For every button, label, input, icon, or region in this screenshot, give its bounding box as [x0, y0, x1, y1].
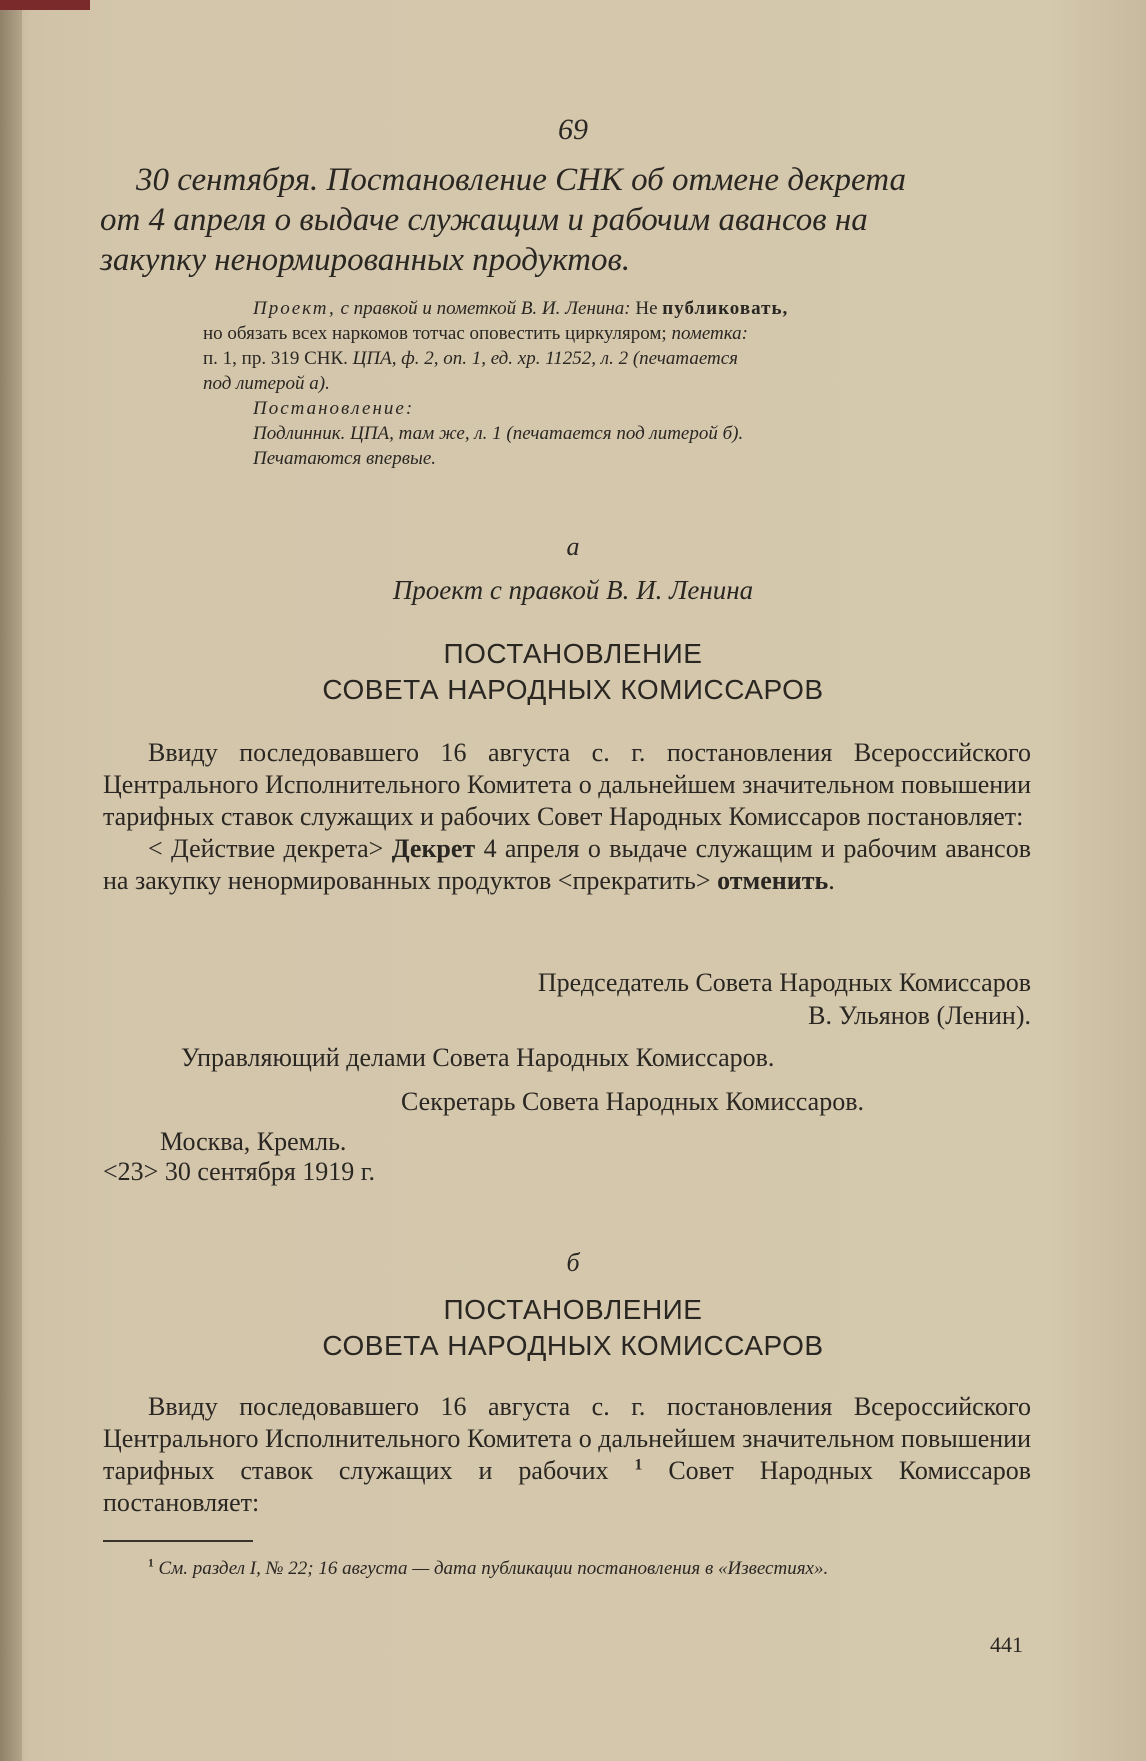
decree-a-period: . [828, 866, 835, 895]
signature-secretary: Секретарь Совета Народных Комиссаров. [401, 1087, 864, 1116]
footnote-text: См. раздел I, № 22; 16 августа — дата публикации постановления в «Известиях». [158, 1558, 829, 1579]
source-note [203, 296, 1029, 471]
source-line-6: Подлинник. ЦПА, там же, л. 1 (печатается под литерой б). [253, 423, 744, 444]
deleted-phrase-1: < Действие декрета> [148, 834, 384, 863]
signature-chairman [103, 966, 1031, 1032]
book-spine [0, 0, 22, 1761]
decree-b-paragraph-1 [103, 1391, 1031, 1519]
signature-chairman-name: В. Ульянов (Ленин). [808, 1001, 1031, 1030]
source-ne: Не [635, 298, 658, 319]
section-letter-b: б [566, 1248, 580, 1277]
footnote-reference[interactable]: 1 [634, 1456, 643, 1474]
source-line-7: Печатаются впервые. [253, 448, 437, 469]
signing-place: Москва, Кремль. [160, 1127, 347, 1156]
inserted-word-2: отменить [717, 866, 829, 895]
document-heading [100, 160, 1030, 280]
source-text-3: п. 1, пр. 319 СНК. [203, 348, 348, 369]
decree-title-b-line-1: ПОСТАНОВЛЕНИЕ [443, 1294, 703, 1325]
heading-line-1: 30 сентября. Постановление СНК об отмене декрета [136, 162, 906, 198]
decree-a-paragraph-2 [103, 833, 1031, 897]
footnote [103, 1555, 1031, 1583]
source-line-5: Постановление: [253, 398, 415, 419]
decree-a-main-text: 4 апреля о выдаче служащим и рабочим авансов на закупку ненормированных продуктов [103, 834, 1031, 895]
page-number: 441 [990, 1632, 1023, 1657]
decree-b-text-end: Совет Народных Комиссаров постановляет: [103, 1456, 1032, 1517]
decree-text-b [103, 1391, 1031, 1519]
book-edge-mark [0, 0, 90, 10]
section-letter-a: а [566, 532, 580, 561]
heading-line-2: от 4 апреля о выдаче служащим и рабочим авансов на [100, 202, 868, 238]
source-line-1 [203, 296, 1029, 321]
source-line-3 [203, 346, 1029, 371]
decree-title-a-line-1: ПОСТАНОВЛЕНИЕ [443, 638, 703, 669]
signature-chairman-title: Председатель Совета Народных Комиссаров [537, 968, 1031, 997]
source-mark-label: пометка: [671, 323, 748, 344]
signature-manager: Управляющий делами Совета Народных Комиссаров. [181, 1043, 775, 1072]
source-line-4: под литерой а). [203, 373, 330, 394]
source-archive-ref: ЦПА, ф. 2, оп. 1, ед. хр. 11252, л. 2 (печатается [352, 348, 739, 369]
decree-title-a-line-2: СОВЕТА НАРОДНЫХ КОМИССАРОВ [322, 674, 824, 705]
deleted-phrase-2: <прекратить> [557, 866, 711, 895]
decree-a-paragraph-1: Ввиду последовавшего 16 августа с. г. постановления Всероссийского Центрального Исполнительного Комитета о дальнейшем значительном повышении тарифных ставок служащих и рабочих Совет Народных Комиссаров постановляет: [103, 738, 1031, 831]
source-label-project: Проект, [253, 298, 336, 319]
document-number: 69 [558, 113, 588, 146]
footnote-mark: 1 [148, 1557, 154, 1570]
section-subtitle-a: Проект с правкой В. И. Ленина [392, 575, 754, 605]
inserted-word-1: Декрет [391, 834, 476, 863]
decree-b-text: Ввиду последовавшего 16 августа с. г. постановления Всероссийского Центрального Исполнительного Комитета о дальнейшем значительном повышении тарифных ставок служащих и рабочих [103, 1392, 1031, 1485]
decree-title-b-line-2: СОВЕТА НАРОДНЫХ КОМИССАРОВ [322, 1330, 824, 1361]
signing-date: <23> 30 сентября 1919 г. [103, 1157, 376, 1186]
heading-line-3: закупку ненормированных продуктов. [100, 242, 631, 278]
source-text-2: но обязать всех наркомов тотчас оповестить циркуляром; [203, 323, 667, 344]
footnote-divider [103, 1540, 253, 1542]
decree-text-a [103, 737, 1031, 897]
source-edit-note: с правкой и пометкой В. И. Ленина: [340, 298, 631, 319]
footnote-body [103, 1555, 1031, 1583]
decree-title-b [0, 1292, 1146, 1364]
source-publish-word: публиковать, [662, 298, 789, 319]
decree-title-a [0, 636, 1146, 708]
source-line-2 [203, 321, 1029, 346]
